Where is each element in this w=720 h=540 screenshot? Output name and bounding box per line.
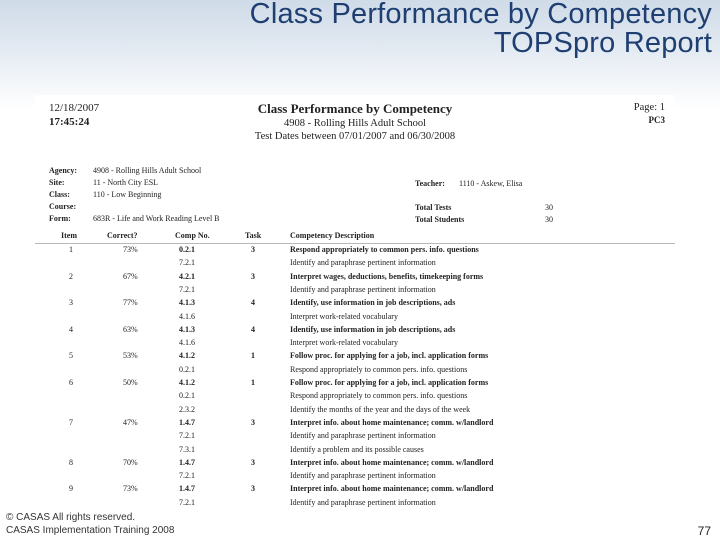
cell-comp: 7.2.1 — [179, 258, 195, 268]
site-value: 11 - North City ESL — [93, 178, 159, 187]
cell-desc: Identify and paraphrase pertinent information — [290, 258, 436, 268]
cell-comp: 4.1.3 — [179, 298, 195, 308]
table-row — [35, 389, 675, 402]
cell-item: 4 — [69, 324, 73, 334]
table-row — [35, 469, 675, 482]
cell-item: 1 — [69, 245, 73, 254]
cell-desc: Interpret work-related vocabulary — [290, 338, 398, 348]
cell-desc: Identify, use information in job descriptions, ads — [290, 324, 456, 334]
table-row — [35, 429, 675, 442]
col-description: Competency Description — [290, 231, 375, 240]
table-row — [35, 496, 675, 509]
cell-correct: 47% — [123, 417, 138, 427]
table-row — [35, 336, 675, 349]
cell-comp: 7.2.1 — [179, 431, 195, 441]
teacher-value: 1110 - Askew, Elisa — [459, 179, 523, 188]
total-tests-value: 30 — [545, 203, 553, 212]
report-test-dates: Test Dates between 07/01/2007 and 06/30/2008 — [254, 131, 456, 142]
agency-value: 4908 - Rolling Hills Adult School — [93, 166, 202, 175]
col-task: Task — [245, 231, 262, 240]
cell-item: 7 — [69, 417, 73, 427]
cell-task: 3 — [251, 457, 255, 467]
cell-task: 4 — [251, 298, 255, 308]
cell-comp: 7.2.1 — [179, 471, 195, 481]
cell-desc: Interpret info. about home maintenance; comm. w/landlord — [290, 484, 494, 494]
table-row — [35, 376, 675, 389]
cell-item: 5 — [69, 351, 73, 361]
table-header — [35, 230, 675, 244]
col-comp-no: Comp No. — [175, 231, 210, 240]
cell-correct: 70% — [123, 457, 138, 467]
cell-comp: 2.3.2 — [179, 404, 195, 414]
cell-comp: 7.2.1 — [179, 497, 195, 507]
cell-desc: Identify and paraphrase pertinent information — [290, 431, 436, 441]
table-row — [35, 256, 675, 269]
cell-desc: Interpret work-related vocabulary — [290, 311, 398, 321]
cell-desc: Respond appropriately to common pers. info. questions — [290, 245, 479, 254]
cell-comp: 4.1.2 — [179, 351, 195, 361]
teacher-row — [415, 178, 615, 189]
cell-correct: 67% — [123, 271, 138, 281]
cell-desc: Identify and paraphrase pertinent information — [290, 497, 436, 507]
class-row — [49, 189, 249, 200]
class-value: 110 - Low Beginning — [93, 190, 162, 199]
cell-comp: 7.2.1 — [179, 284, 195, 294]
copyright-text: © CASAS All rights reserved. — [6, 512, 136, 523]
col-correct: Correct? — [107, 231, 138, 240]
report-title: Class Performance by Competency — [257, 101, 453, 116]
table-row — [35, 349, 675, 362]
table-row — [35, 323, 675, 336]
cell-correct: 77% — [123, 298, 138, 308]
cell-correct: 63% — [123, 324, 138, 334]
site-row — [49, 177, 249, 188]
cell-task: 4 — [251, 324, 255, 334]
report-time: 17:45:24 — [49, 116, 90, 128]
total-students-row — [415, 214, 615, 225]
table-row — [35, 443, 675, 456]
cell-task: 3 — [251, 417, 255, 427]
cell-task: 3 — [251, 484, 255, 494]
cell-comp: 4.2.1 — [179, 271, 195, 281]
cell-task: 3 — [251, 271, 255, 281]
table-row — [35, 482, 675, 495]
cell-comp: 4.1.6 — [179, 311, 195, 321]
slide-title-line2: TOPSpro Report — [493, 27, 712, 59]
cell-comp: 1.4.7 — [179, 484, 195, 494]
total-tests-row — [415, 202, 615, 213]
cell-comp: 7.3.1 — [179, 444, 195, 454]
report-date: 12/18/2007 — [49, 102, 100, 114]
cell-comp: 0.2.1 — [179, 391, 195, 401]
cell-item: 8 — [69, 457, 73, 467]
slide-title-line1: Class Performance by Competency — [249, 0, 712, 30]
table-row — [35, 296, 675, 309]
table-row — [35, 310, 675, 323]
col-item: Item — [61, 231, 77, 240]
cell-desc: Interpret info. about home maintenance; comm. w/landlord — [290, 417, 494, 427]
cell-desc: Respond appropriately to common pers. info. questions — [290, 391, 468, 401]
course-label: Course: — [49, 202, 77, 211]
cell-item: 2 — [69, 271, 73, 281]
table-row — [35, 403, 675, 416]
cell-desc: Identify and paraphrase pertinent information — [290, 284, 436, 294]
cell-desc: Respond appropriately to common pers. info. questions — [290, 364, 468, 374]
class-info-left — [49, 165, 389, 225]
table-row — [35, 363, 675, 376]
cell-comp: 1.4.7 — [179, 417, 195, 427]
cell-desc: Interpret wages, deductions, benefits, timekeeping forms — [290, 271, 484, 281]
table-row — [35, 243, 675, 256]
total-students-label: Total Students — [415, 215, 465, 224]
cell-comp: 0.2.1 — [179, 245, 195, 254]
cell-correct: 50% — [123, 378, 138, 387]
cell-task: 1 — [251, 378, 255, 387]
cell-correct: 73% — [123, 484, 138, 494]
cell-desc: Identify a problem and its possible causes — [290, 444, 424, 454]
cell-desc: Interpret info. about home maintenance; comm. w/landlord — [290, 457, 494, 467]
cell-task: 3 — [251, 245, 255, 254]
report-page: Page: 1 — [633, 102, 665, 113]
course-row — [49, 201, 249, 212]
agency-label: Agency: — [49, 166, 77, 175]
table-row — [35, 283, 675, 296]
cell-correct: 53% — [123, 351, 138, 361]
cell-comp: 4.1.6 — [179, 338, 195, 348]
slide-page-number: 77 — [697, 524, 711, 538]
cell-correct: 73% — [123, 245, 138, 254]
cell-comp: 0.2.1 — [179, 364, 195, 374]
site-label: Site: — [49, 178, 65, 187]
slide-title — [250, 0, 712, 58]
table-row — [35, 456, 675, 469]
cell-task: 1 — [251, 351, 255, 361]
cell-item: 6 — [69, 378, 73, 387]
training-text: CASAS Implementation Training 2008 — [6, 525, 175, 536]
slide-footer — [6, 511, 174, 537]
class-info-right — [415, 178, 585, 226]
cell-comp: 4.1.3 — [179, 324, 195, 334]
cell-item: 3 — [69, 298, 73, 308]
report-header — [175, 101, 535, 143]
report-subtitle: 4908 - Rolling Hills Adult School — [283, 118, 427, 129]
form-label: Form: — [49, 214, 71, 223]
cell-item: 9 — [69, 484, 73, 494]
table-row — [35, 416, 675, 429]
report-document — [35, 95, 675, 510]
form-value: 683R - Life and Work Reading Level B — [93, 214, 220, 223]
agency-row — [49, 165, 249, 176]
teacher-label: Teacher: — [415, 179, 445, 188]
total-tests-label: Total Tests — [415, 203, 452, 212]
form-row — [49, 213, 249, 224]
cell-desc: Follow proc. for applying for a job, incl. application forms — [290, 351, 489, 361]
cell-desc: Identify, use information in job descriptions, ads — [290, 298, 456, 308]
cell-desc: Follow proc. for applying for a job, incl. application forms — [290, 378, 489, 387]
report-datetime — [49, 101, 99, 129]
class-label: Class: — [49, 190, 70, 199]
cell-desc: Identify the months of the year and the days of the week — [290, 404, 471, 414]
report-code: PC3 — [648, 115, 665, 125]
total-students-value: 30 — [545, 215, 553, 224]
cell-comp: 1.4.7 — [179, 457, 195, 467]
table-row — [35, 270, 675, 283]
cell-comp: 4.1.2 — [179, 378, 195, 387]
report-page-info — [634, 101, 665, 127]
cell-desc: Identify and paraphrase pertinent information — [290, 471, 436, 481]
